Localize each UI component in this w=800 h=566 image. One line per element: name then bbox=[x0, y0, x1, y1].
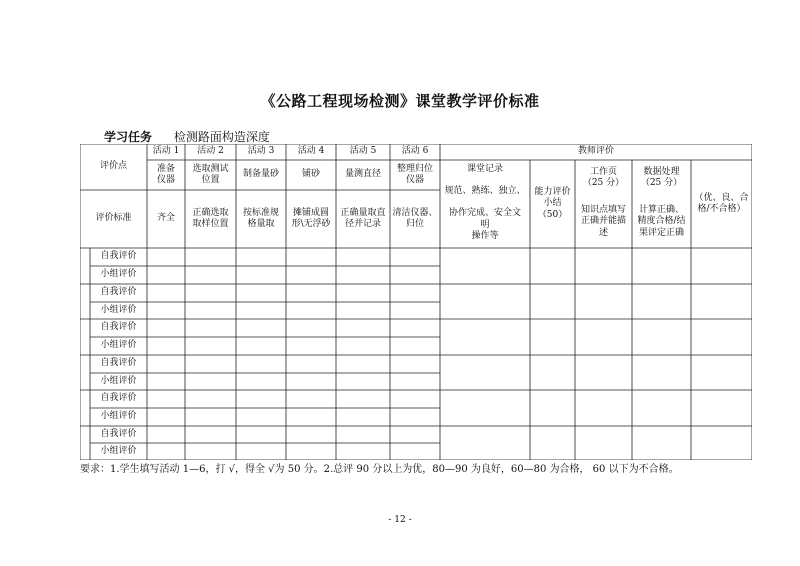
activity-6-point: 整理归位 仪器 bbox=[396, 163, 433, 185]
data-processing-header: 数据处理 （25 分） bbox=[640, 166, 683, 188]
activity-5-header: 活动 5 bbox=[349, 146, 377, 157]
workpage-standard: 知识点填写 正确并能描 述 bbox=[580, 205, 626, 238]
activity-5-point: 量测直径 bbox=[344, 169, 381, 180]
teacher-eval-header: 教师评价 bbox=[577, 146, 614, 157]
activity-4-point: 铺砂 bbox=[301, 169, 320, 180]
self-eval-label: 自我评价 bbox=[100, 393, 137, 404]
activity-3-header: 活动 3 bbox=[247, 146, 275, 157]
self-eval-label: 自我评价 bbox=[100, 251, 137, 262]
group-eval-label: 小组评价 bbox=[100, 411, 137, 422]
ability-eval-header: 能力评价 小结 （50） bbox=[534, 187, 571, 220]
workpage-header: 工作页 （25 分） bbox=[582, 166, 625, 188]
activity-4-standard: 摊铺成圆 形\无浮砂 bbox=[291, 207, 331, 229]
class-record-standard: 规范、熟练、独立、 协作完成、安全文 明 操作等 bbox=[444, 185, 526, 241]
activity-3-point: 制备量砂 bbox=[242, 169, 279, 180]
evaluation-table bbox=[80, 144, 752, 460]
requirements-note: 要求：1.学生填写活动 1—6，打 √，得全 √为 50 分。2.总评 90 分以上为优，80—90 为良好，60—80 为合格， 60 以下为不合格。 bbox=[80, 464, 679, 475]
group-eval-label: 小组评价 bbox=[100, 269, 137, 280]
grade-header: （优、良、合 格/不合格） bbox=[694, 192, 749, 214]
learning-task bbox=[104, 128, 270, 145]
activity-6-standard: 清洁仪器、 归位 bbox=[392, 207, 438, 229]
learning-task-value: 检测路面构造深度 bbox=[173, 130, 270, 144]
activity-3-standard: 按标准规 格量取 bbox=[242, 207, 279, 229]
class-record-header: 课堂记录 bbox=[466, 164, 503, 175]
activity-1-point: 准备 仪器 bbox=[156, 163, 175, 185]
page-title: 《公路工程现场检测》课堂教学评价标准 bbox=[260, 92, 540, 110]
self-eval-label: 自我评价 bbox=[100, 358, 137, 369]
activity-5-standard: 正确量取直 径并记录 bbox=[340, 207, 386, 229]
activity-6-header: 活动 6 bbox=[401, 146, 429, 157]
eval-point-label: 评价点 bbox=[99, 161, 127, 172]
group-eval-label: 小组评价 bbox=[100, 375, 137, 386]
data-processing-standard: 计算正确、 精度合格/结 果评定正确 bbox=[637, 205, 686, 238]
activity-2-standard: 正确选取 取样位置 bbox=[192, 207, 229, 229]
activity-1-standard: 齐全 bbox=[156, 213, 175, 224]
learning-task-label: 学习任务 bbox=[104, 130, 153, 144]
group-eval-label: 小组评价 bbox=[100, 445, 137, 456]
activity-4-header: 活动 4 bbox=[297, 146, 325, 157]
self-eval-label: 自我评价 bbox=[100, 322, 137, 333]
group-eval-label: 小组评价 bbox=[100, 340, 137, 351]
activity-2-point: 选取测试 位置 bbox=[192, 163, 229, 185]
criteria-label: 评价标准 bbox=[95, 213, 132, 224]
activity-1-header: 活动 1 bbox=[152, 146, 180, 157]
self-eval-label: 自我评价 bbox=[100, 287, 137, 298]
self-eval-label: 自我评价 bbox=[100, 428, 137, 439]
group-eval-label: 小组评价 bbox=[100, 304, 137, 315]
page-number: - 12 - bbox=[388, 515, 412, 525]
activity-2-header: 活动 2 bbox=[197, 146, 224, 157]
